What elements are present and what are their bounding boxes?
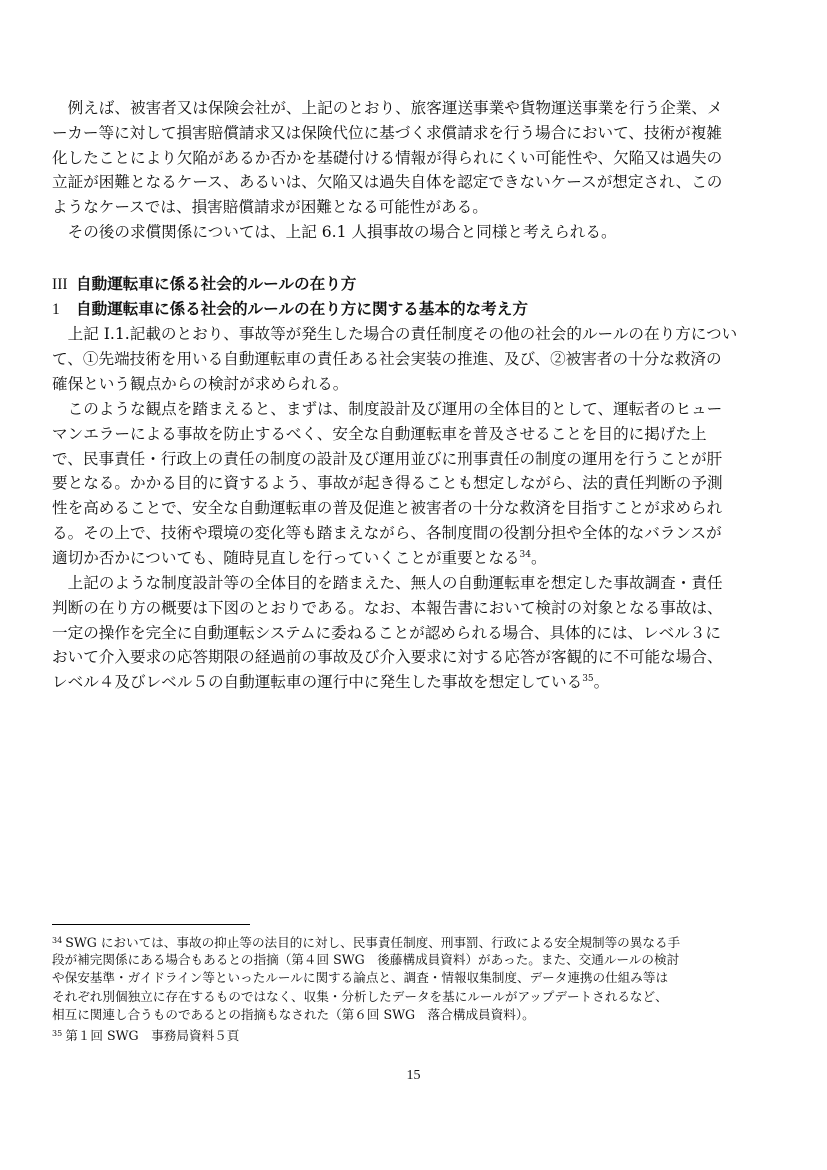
text-fragment: 。	[593, 673, 610, 692]
paragraph-product-liability	[52, 96, 774, 220]
text-line: その後の求償関係については、上記 6.1 人損事故の場合と同様と考えられる。	[52, 223, 617, 241]
text-line: 上記のような制度設計等の全体目的を踏まえた、無人の自動運転車を想定した事故調査・責任	[52, 574, 723, 592]
paragraph-perspectives	[52, 322, 774, 396]
footnote-ref-35[interactable]: 35	[582, 674, 594, 685]
text-line: マンエラーによる事故を防止するべく、安全な自動運転車を普及させることを目的に掲げた上	[52, 424, 707, 443]
footnote-34	[52, 932, 774, 1025]
chapter-number: III	[52, 276, 68, 293]
text-line: で、民事責任・行政上の責任の制度の設計及び運用並びに刑事責任の制度の運用を行うことが肝	[52, 449, 723, 468]
paragraph-scope	[52, 571, 774, 695]
footnote-marker: 35	[52, 1029, 63, 1038]
footnote-line: それぞれ別個独立に存在するものではなく、収集・分析したデータを基にルールがアップデートされるなど、	[52, 988, 668, 1004]
section-title: 自動運転車に係る社会的ルールの在り方に関する基本的な考え方	[76, 300, 528, 318]
text-fragment: 適切か否かについても、随時見直しを行っていくことが重要となる	[52, 548, 520, 567]
footnote-line: 段が補完関係にある場合もあるとの指摘（第４回 SWG 後藤構成員資料）があった。また、交通ルールの検討	[52, 951, 680, 967]
text-line: おいて介入要求の応答期限の経過前の事故及び介入要求に対する応答が客観的に不可能な場合、	[52, 648, 723, 667]
footnote-text: SWG においては、事故の抑止等の法目的に対し、民事責任制度、刑事罰、行政による安全規制等の異なる手	[65, 935, 681, 950]
text-line: る。その上で、技術や環境の変化等も踏まえながら、各制度間の役割分担や全体的なバランスが	[52, 523, 722, 542]
text-line: 上記 I.1.記載のとおり、事故等が発生した場合の責任制度その他の社会的ルールの在り方につい	[52, 325, 738, 343]
text-line: このような観点を踏まえると、まずは、制度設計及び運用の全体目的として、運転者のヒュー	[52, 400, 723, 418]
text-line: ようなケースでは、損害賠償請求が困難となる可能性がある。	[52, 198, 488, 217]
footnote-separator	[52, 924, 250, 925]
text-line	[52, 546, 774, 571]
paragraph-overall-purpose	[52, 397, 774, 571]
text-line: 一定の操作を完全に自動運転システムに委ねることが認められる場合、具体的には、レベル３に	[52, 623, 721, 642]
text-line: 例えば、被害者又は保険会社が、上記のとおり、旅客運送事業や貨物運送事業を行う企業、メ	[52, 99, 723, 117]
chapter-heading	[52, 272, 774, 298]
footnote-ref-34[interactable]: 34	[519, 549, 531, 560]
section-number: 1	[52, 301, 60, 318]
footnote-35	[52, 1025, 774, 1044]
footnote-line: 相互に関連し合うものであるとの指摘もなされた（第６回 SWG 落合構成員資料）。	[52, 1007, 535, 1023]
text-line: て、①先端技術を用いる自動運転車の責任ある社会実装の推進、及び、②被害者の十分な救済の	[52, 349, 722, 368]
section-heading	[52, 297, 774, 323]
text-line: 判断の在り方の概要は下図のとおりである。なお、本報告書において検討の対象となる事故は、	[52, 598, 723, 617]
footnote-text: 第１回 SWG 事務局資料５頁	[65, 1028, 240, 1043]
text-line: ーカー等に対して損害賠償請求又は保険代位に基づく求償請求を行う場合において、技術が複雑	[52, 123, 722, 142]
text-fragment: 。	[530, 548, 547, 567]
text-line	[52, 670, 774, 695]
page-number: 15	[406, 1068, 421, 1083]
paragraph-recourse	[52, 220, 774, 245]
chapter-title: 自動運転車に係る社会的ルールの在り方	[76, 275, 357, 293]
text-line: 確保という観点からの検討が求められる。	[52, 374, 349, 393]
text-line: 立証が困難となるケース、あるいは、欠陥又は過失自体を認定できないケースが想定され、この	[52, 173, 723, 192]
footnote-marker: 34	[52, 936, 63, 945]
text-line: 性を高めることで、安全な自動運転車の普及促進と被害者の十分な救済を目指すことが求められ	[52, 499, 723, 518]
text-line: 化したことにより欠陥があるか否かを基礎付ける情報が得られにくい可能性や、欠陥又は過失の	[52, 148, 723, 167]
footnote-line	[52, 932, 774, 951]
footnote-line: や保安基準・ガイドライン等といったルールに関する論点と、調査・情報収集制度、データ連携の仕組み等は	[52, 970, 669, 986]
footnote-line	[52, 1025, 774, 1044]
text-line: 要となる。かかる目的に資するよう、事故が起き得ることも想定しながら、法的責任判断の予測	[52, 474, 723, 493]
text-fragment: レベル４及びレベル５の自動運転車の運行中に発生した事故を想定している	[52, 673, 583, 692]
